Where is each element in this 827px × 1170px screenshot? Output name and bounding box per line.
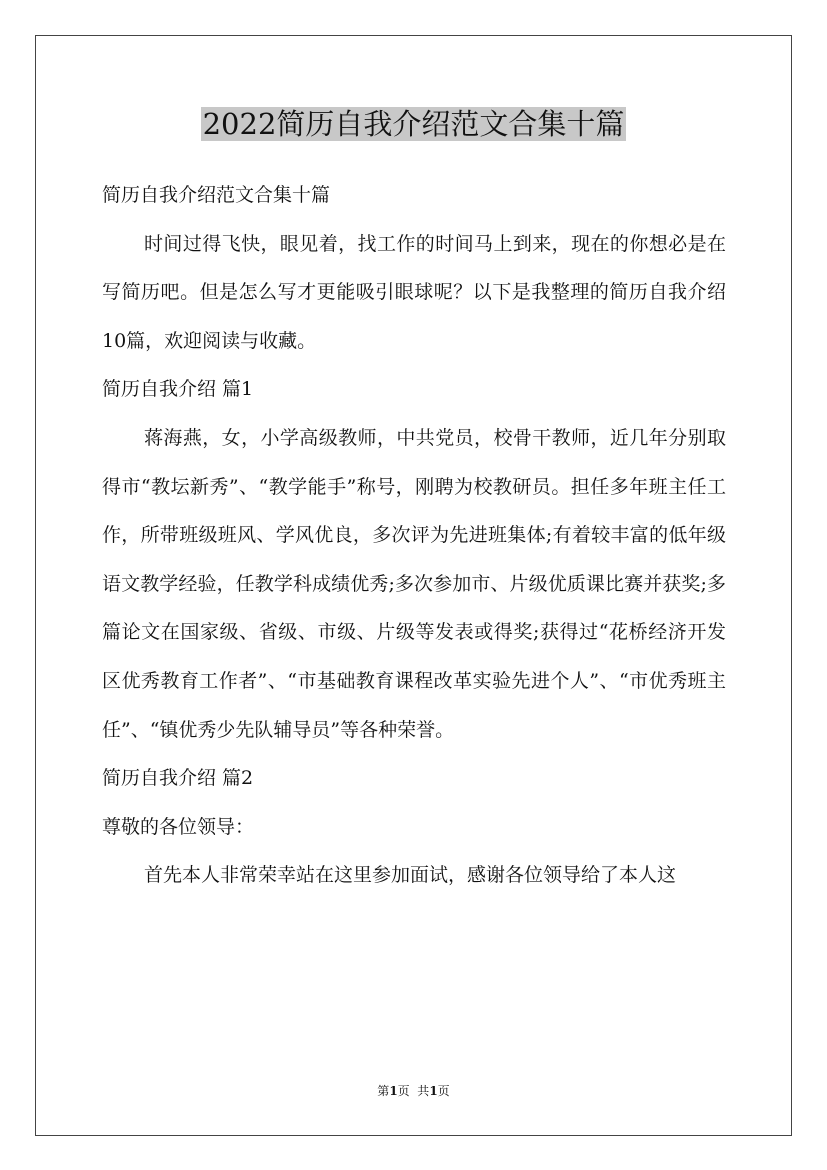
- footer-current-page: 1: [389, 1084, 398, 1098]
- footer-page-mid: 页 共: [397, 1084, 430, 1098]
- footer-page-prefix: 第: [377, 1084, 390, 1098]
- footer-page-suffix: 页: [437, 1084, 450, 1098]
- page-footer: [0, 1081, 827, 1101]
- salutation: 尊敬的各位领导：: [102, 815, 255, 838]
- document-body: [102, 171, 726, 900]
- document-title-text: 2022简历自我介绍范文合集十篇: [202, 107, 625, 141]
- paragraph: 首先本人非常荣幸站在这里参加面试，感谢各位领导给了本人这: [144, 864, 677, 887]
- document-title: [0, 104, 827, 144]
- paragraph: 简历自我介绍范文合集十篇: [102, 184, 331, 206]
- section-heading: 简历自我介绍 篇2: [102, 767, 254, 790]
- section-heading: 简历自我介绍 篇1: [102, 378, 254, 401]
- footer-total-pages: 1: [429, 1084, 438, 1098]
- paragraph: 时间过得飞快，眼见着，找工作的时间马上到来，现在的你想必是在写简历吧。但是怎么写才更能吸引眼球呢？以下是我整理的简历自我介绍10篇，欢迎阅读与收藏。: [102, 232, 726, 352]
- paragraph: 蒋海燕，女，小学高级教师，中共党员，校骨干教师，近几年分别取得市“教坛新秀”、“教学能手”称号，刚聘为校教研员。担任多年班主任工作，所带班级班风、学风优良，多次评为先进班集体;有着较丰富的低年级语文教学经验，任教学科成绩优秀;多次参加市、片级优质课比赛并获奖;多篇论文在国家级、省级、市级、片级等发表或得奖;获得过“花桥经济开发区优秀教育工作者”、“市基础教育课程改革实验先进个人”、“市优秀班主任”、“镇优秀少先队辅导员”等各种荣誉。: [102, 426, 726, 741]
